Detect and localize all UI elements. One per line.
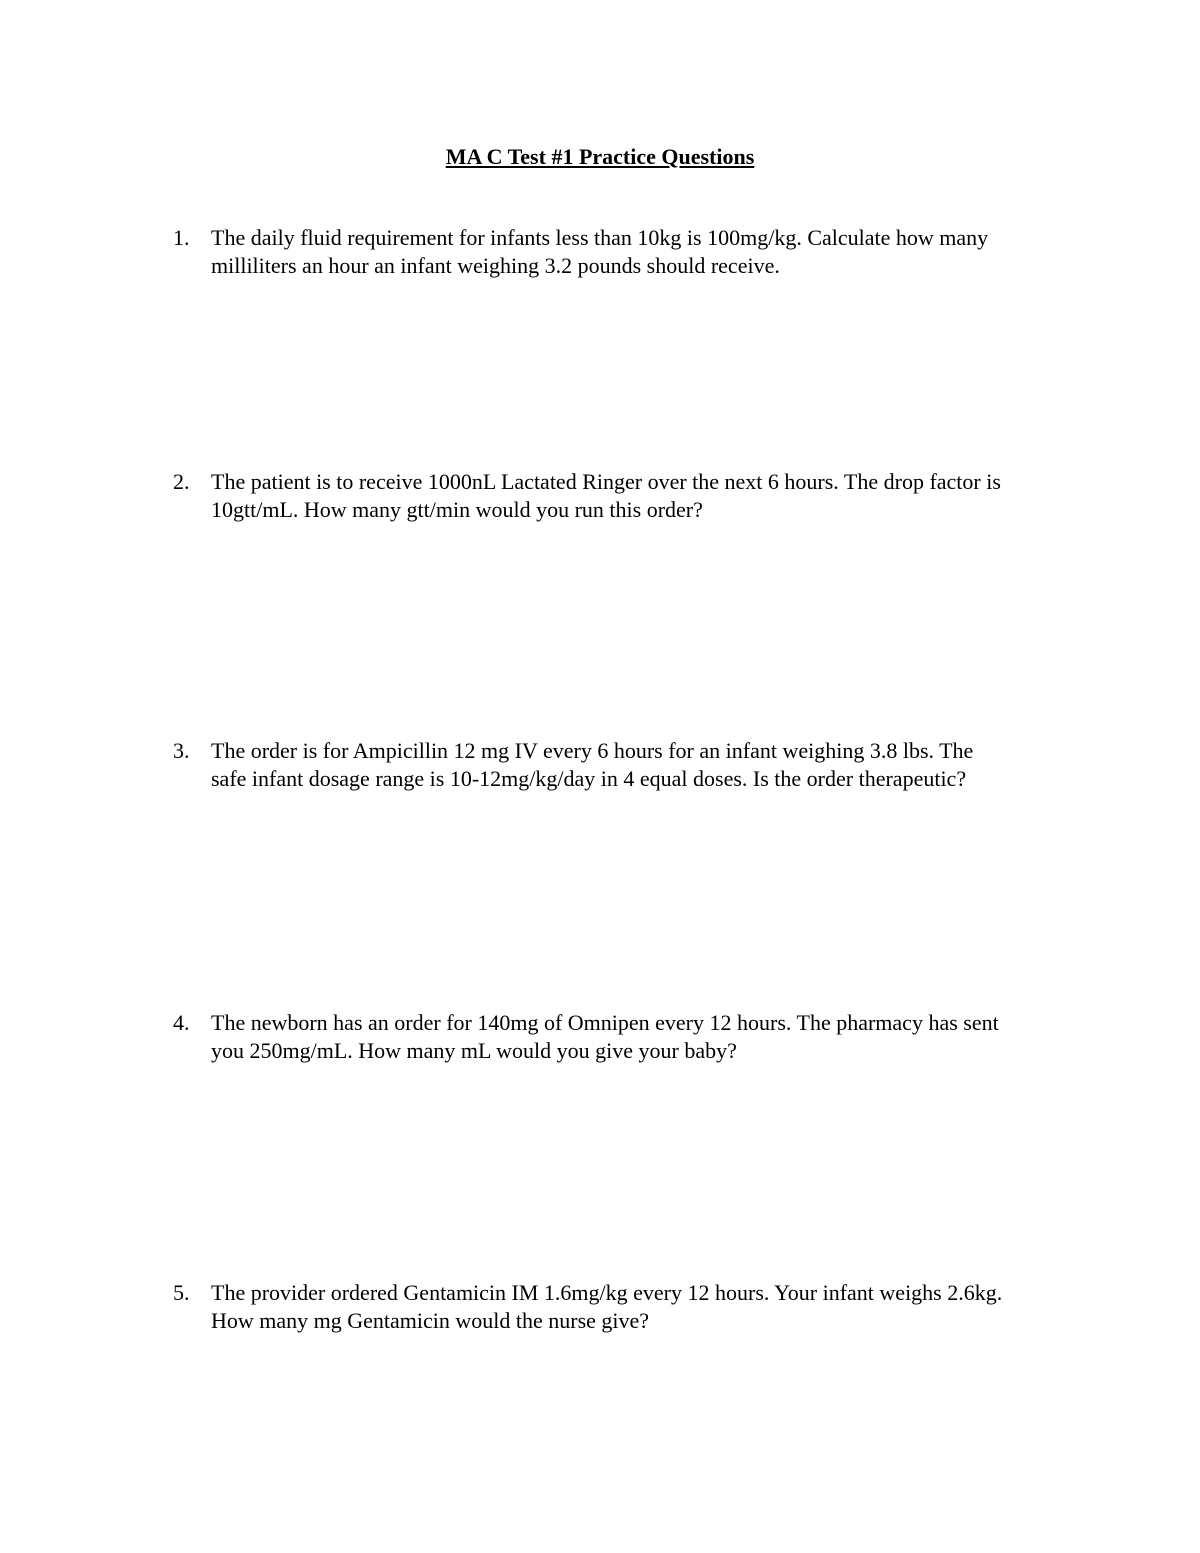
question-line: 10gtt/mL. How many gtt/min would you run this order?: [211, 497, 703, 522]
question-line: The provider ordered Gentamicin IM 1.6mg/kg every 12 hours. Your infant weighs 2.6kg.: [211, 1280, 1003, 1305]
question-number: 2.: [173, 469, 190, 494]
question-text: [211, 1009, 1091, 1065]
question-number: 1.: [173, 225, 190, 250]
question-text: [211, 468, 1091, 524]
question-line: milliliters an hour an infant weighing 3.2 pounds should receive.: [211, 253, 780, 278]
question-line: you 250mg/mL. How many mL would you give your baby?: [211, 1038, 737, 1063]
question-line: The patient is to receive 1000nL Lactated Ringer over the next 6 hours. The drop factor is: [211, 469, 1001, 494]
question-text: [211, 224, 1091, 280]
page-title: MA C Test #1 Practice Questions: [445, 144, 755, 169]
question-line: The order is for Ampicillin 12 mg IV every 6 hours for an infant weighing 3.8 lbs. The: [211, 738, 974, 763]
question-number: 4.: [173, 1010, 190, 1035]
question-line: safe infant dosage range is 10-12mg/kg/day in 4 equal doses. Is the order therapeutic?: [211, 766, 967, 791]
question-text: [211, 1279, 1091, 1335]
question-number: 5.: [173, 1280, 190, 1305]
question-line: How many mg Gentamicin would the nurse give?: [211, 1308, 650, 1333]
question-line: The daily fluid requirement for infants less than 10kg is 100mg/kg. Calculate how many: [211, 225, 989, 250]
question-text: [211, 737, 1091, 793]
question-line: The newborn has an order for 140mg of Omnipen every 12 hours. The pharmacy has sent: [211, 1010, 999, 1035]
question-number: 3.: [173, 738, 190, 763]
